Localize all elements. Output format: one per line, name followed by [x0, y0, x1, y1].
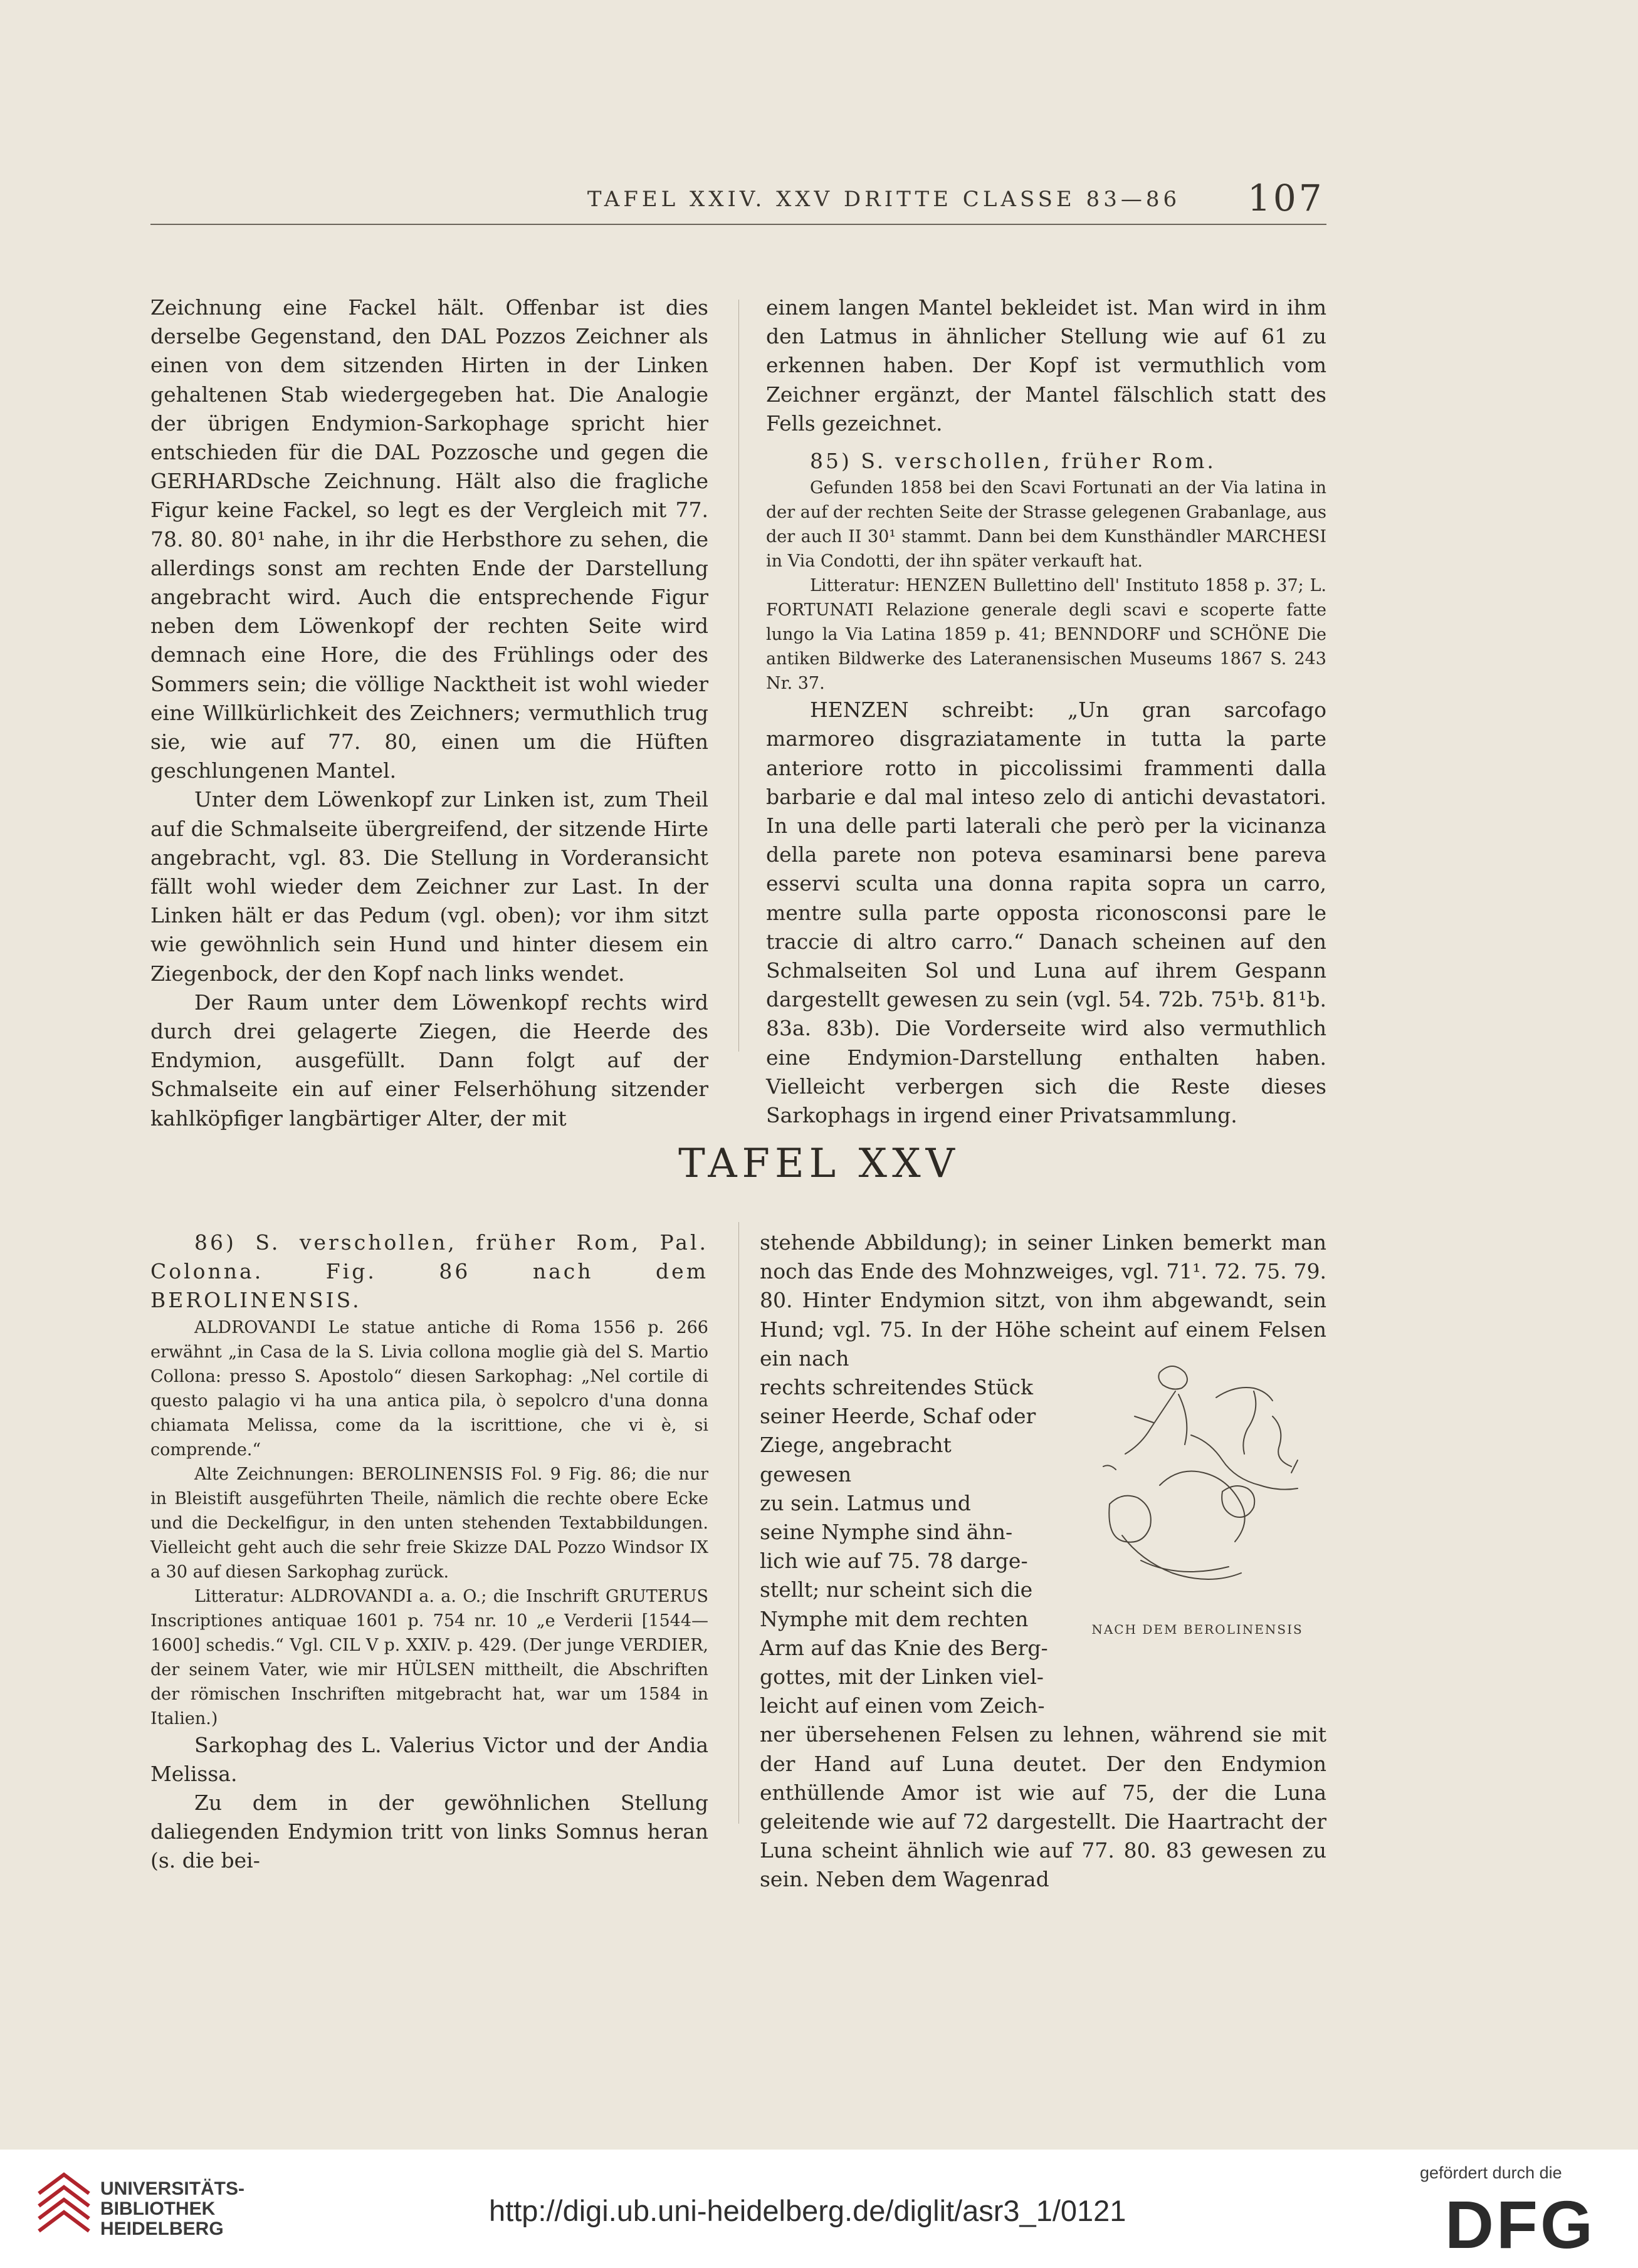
literature-note: Litteratur: HENZEN Bullettino dell' Instituto 1858 p. 37; L. FORTUNATI Relazione generale degli scavi e scoperte fatte lungo la Via Latina 1859 p. 41; BENNDORF und SCHÖNE Die antiken Bildwerke des Lateranensischen Museums 1867 S. 243 Nr. 37.	[766, 576, 1326, 694]
paragraph: ner übersehenen Felsen zu lehnen, während sie mit der Hand auf Luna deutet. Der den Endymion enthüllende Amor ist wie auf 75, der die Luna geleitende wie auf 72 dargestellt. Die Haartracht der Luna scheint ähnlich wie auf 77. 80. 83 gewesen zu sein. Neben dem Wagenrad	[760, 1722, 1326, 1892]
wrapped-text-block	[760, 1373, 1048, 1720]
paragraph: stehende Abbildung); in seiner Linken bemerkt man noch das Ende des Mohnzweiges, vgl. 71¹. 72. 75. 79. 80. Hinter Endymion sitzt, von ihm abgewandt, sein Hund; vgl. 75. In der Höhe scheint auf einem Felsen ein nach	[760, 1230, 1326, 1371]
wrapped-line: zu sein. Latmus und	[760, 1490, 971, 1515]
university-library-name	[100, 2179, 244, 2239]
wrapped-line: seine Nymphe sind ähn-	[760, 1520, 1013, 1545]
column-divider	[738, 1222, 739, 1824]
library-line: BIBLIOTHEK	[100, 2198, 216, 2219]
wrapped-line: Nymphe mit dem rechten	[760, 1606, 1029, 1631]
aldrovandi-note: ALDROVANDI Le statue antiche di Roma 1556 p. 266 erwähnt „in Casa de la S. Livia collona moglie già del S. Martio Collona: presso S. Apostolo“ diesen Sarkophag: „Nel cortile di questo palagio vi ha una antica pila, ò sepolcro d'una donna chiamata Melissa, come da la iscrittione, che vi è, si comprende.“	[150, 1317, 708, 1460]
wrapped-line: lich wie auf 75. 78 darge-	[760, 1549, 1028, 1574]
paragraph: Der Raum unter dem Löwenkopf rechts wird durch drei gelagerte Ziegen, die Heerde des Endymion, ausgefüllt. Dann folgt auf der Schmalseite ein auf einer Felserhöhung sitzender kahlköpfiger langbärtiger Alter, der mit	[150, 990, 708, 1131]
section-title: TAFEL XXV	[678, 1141, 960, 1187]
wrapped-line: Ziege, angebracht gewesen	[760, 1433, 952, 1487]
wrapped-line: rechts schreitendes Stück	[760, 1375, 1033, 1400]
library-line: HEIDELBERG	[100, 2218, 224, 2239]
paragraph: Zu dem in der gewöhnlichen Stellung daliegenden Endymion tritt von links Somnus heran (s. die bei-	[150, 1790, 708, 1873]
university-library-logo-icon	[33, 2168, 95, 2244]
figure-caption: NACH DEM BEROLINENSIS	[1091, 1622, 1303, 1637]
sarcophagus-line: Sarkophag des L. Valerius Victor und der Andia Melissa.	[150, 1732, 708, 1786]
wrapped-line: leicht auf einen vom Zeich-	[760, 1693, 1045, 1718]
left-column-bottom	[150, 1228, 708, 1876]
page-number: 107	[1247, 177, 1325, 219]
wrapped-line: stellt; nur scheint sich die	[760, 1577, 1033, 1602]
dfg-logo: DFG	[1445, 2187, 1595, 2262]
drawings-note: Alte Zeichnungen: BEROLINENSIS Fol. 9 Fig. 86; die nur in Bleistift ausgeführten Theile, nämlich die rechte obere Ecke und die Deckelfigur, in den unten stehenden Textabbildungen. Vielleicht geht auch die sehr freie Skizze DAL Pozzo Windsor IX a 30 auf diesen Sarkophag zurück.	[150, 1464, 708, 1582]
paragraph: einem langen Mantel bekleidet ist. Man wird in ihm den Latmus in ähnlicher Stellung wie auf 61 zu erkennen haben. Der Kopf ist vermuthlich vom Zeichner ergänzt, der Mantel fälschlich statt des Fells gezeichnet.	[766, 295, 1326, 436]
sketch-illustration	[1066, 1347, 1329, 1611]
running-title: TAFEL XXIV. XXV DRITTE CLASSE 83—86	[587, 187, 1181, 212]
header-rule	[150, 224, 1326, 225]
wrapped-line: gottes, mit der Linken viel-	[760, 1664, 1044, 1690]
right-column-top	[766, 293, 1326, 1130]
henzen-quote: HENZEN schreibt: „Un gran sarcofago marmoreo disgraziatamente in tutta la parte anteriore rotto in piccolissimi frammenti dalla barbarie e dal mal inteso zelo di antichi devastatori. In una delle parti laterali che però per la vicinanza della parete non poteva esaminarsi bene pareva esservi sculta una donna rapita sopra un carro, mentre sulla parte opposta riconosconsi pare le traccie di altro carro.“ Danach scheinen auf den Schmalseiten Sol und Luna auf ihrem Gespann dargestellt gewesen zu sein (vgl. 54. 72b. 75¹b. 81¹b. 83a. 83b). Die Vorderseite wird also vermuthlich eine Endymion-Darstellung enthalten haben. Vielleicht verbergen sich die Reste dieses Sarkophags in irgend einer Privatsammlung.	[766, 698, 1326, 1128]
library-line: UNIVERSITÄTS-	[100, 2178, 245, 2199]
wrapped-line: Arm auf das Knie des Berg-	[760, 1635, 1048, 1660]
found-note: Gefunden 1858 bei den Scavi Fortunati an der Via latina in der auf der rechten Seite der Strasse gelegenen Grabanlage, aus der auch II 30¹ stammt. Dann bei dem Kunsthändler MARCHESI in Via Condotti, der ihn später verkauft hat.	[766, 478, 1326, 572]
literature-note: Litteratur: ALDROVANDI a. a. O.; die Inschrift GRUTERUS Inscriptiones antiquae 1601 p. 754 nr. 10 „e Verderii [1544—1600] schedis.“ Vgl. CIL V p. XXIV. p. 429. (Der junge VERDIER, der seinem Vater, wie mir HÜLSEN mittheilt, die Abschriften der römischen Inschriften mitgebracht hat, war um 1584 in Italien.)	[150, 1586, 708, 1728]
digital-copy-url[interactable]: http://digi.ub.uni-heidelberg.de/diglit/asr3_1/0121	[489, 2194, 1126, 2227]
column-divider	[738, 300, 739, 1052]
wrapped-line: seiner Heerde, Schaf oder	[760, 1404, 1036, 1429]
paragraph: Zeichnung eine Fackel hält. Offenbar ist dies derselbe Gegenstand, den DAL Pozzos Zeichner als einen von dem sitzenden Hirten in der Linken gehaltenen Stab wiedergegeben hat. Die Analogie der übrigen Endymion-Sarkophage spricht hier entschieden für die DAL Pozzosche und gegen die GERHARDsche Zeichnung. Hält also die fragliche Figur keine Fackel, so legt es der Vergleich mit 77. 78. 80. 80¹ nahe, in ihr die Herbsthore zu sehen, die allerdings sonst am rechten Ende der Darstellung angebracht wird. Auch die entsprechende Figur neben dem Löwenkopf der rechten Seite wird demnach eine Hore, die des Frühlings oder des Sommers sein; die völlige Nacktheit ist wohl wieder eine Willkürlichkeit des Zeichners; vermuthlich trug sie, wie auf 77. 80, einen um die Hüften geschlungenen Mantel.	[150, 295, 708, 783]
funding-label: gefördert durch die	[1420, 2163, 1562, 2182]
paragraph: Unter dem Löwenkopf zur Linken ist, zum Theil auf die Schmalseite übergreifend, der sitzende Hirte angebracht, vgl. 83. Die Stellung in Vorderansicht fällt wohl wieder dem Zeichner zur Last. In der Linken hält er das Pedum (vgl. oben); vor ihm sitzt wie gewöhnlich sein Hund und hinter diesem ein Ziegenbock, der den Kopf nach links wendet.	[150, 787, 708, 986]
sketch-figure	[1066, 1347, 1329, 1611]
entry-heading-85: 85) S. verschollen, früher Rom.	[810, 449, 1216, 474]
left-column-top	[150, 293, 708, 1133]
entry-heading-86: 86) S. verschollen, früher Rom, Pal. Colonna. Fig. 86 nach dem BEROLINENSIS.	[150, 1230, 708, 1313]
